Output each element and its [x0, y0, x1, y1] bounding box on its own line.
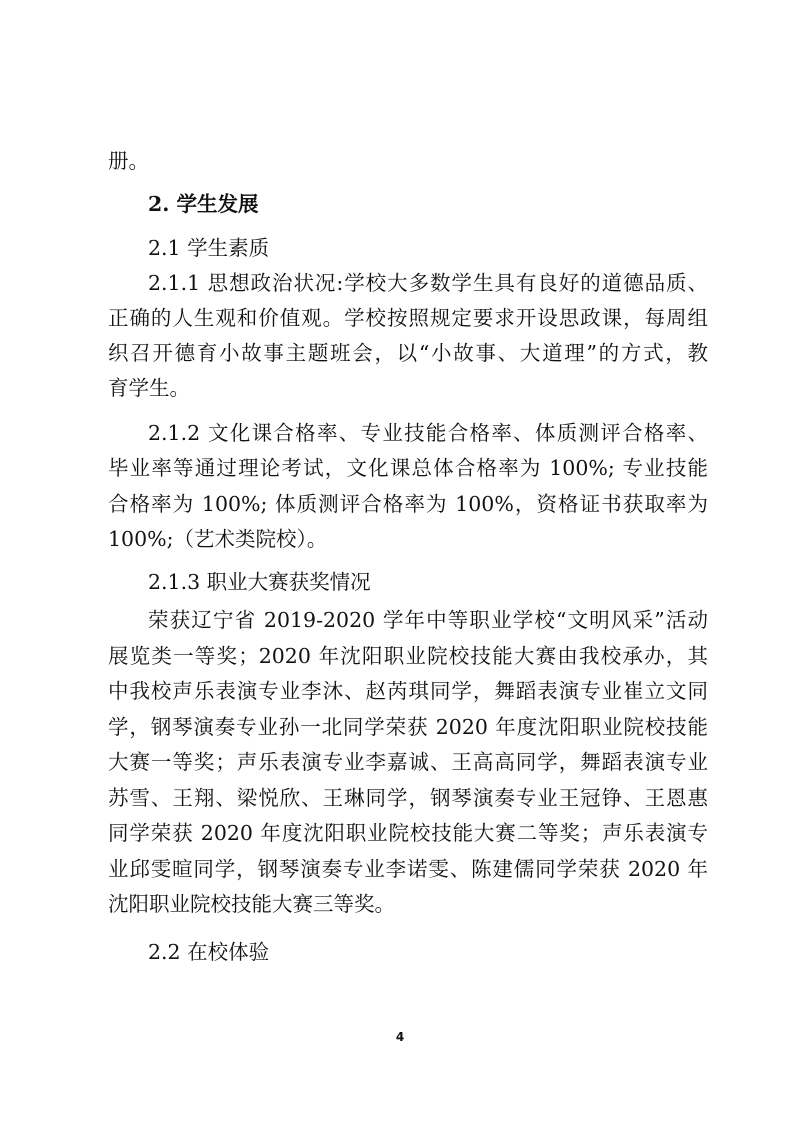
- paragraph-line: 学，钢琴演奏专业孙一北同学荣获 2020 年度沈阳职业院校技能: [108, 715, 708, 739]
- paragraph-line: 2.1.2 文化课合格率、专业技能合格率、体质测评合格率、: [148, 421, 708, 445]
- page-number: 4: [395, 1030, 405, 1044]
- paragraph-line: 业邱雯暄同学，钢琴演奏专业李诺雯、陈建儒同学荣获 2020 年: [108, 857, 708, 881]
- paragraph-continuation-line: 册。: [108, 149, 149, 173]
- paragraph-line: 沈阳职业院校技能大赛三等奖。: [108, 892, 395, 916]
- paragraph-line: 2.1.1 思想政治状况:学校大多数学生具有良好的道德品质、: [148, 271, 708, 295]
- paragraph-line: 育学生。: [108, 376, 190, 400]
- paragraph-line: 苏雪、王翔、梁悦欣、王琳同学，钢琴演奏专业王冠铮、王恩惠: [108, 786, 708, 810]
- paragraph-line: 大赛一等奖；声乐表演专业李嘉诚、王高高同学，舞蹈表演专业: [108, 750, 708, 774]
- paragraph-line: 同学荣获 2020 年度沈阳职业院校技能大赛二等奖；声乐表演专: [108, 821, 708, 845]
- paragraph-line: 100%;（艺术类院校）。: [108, 527, 328, 551]
- paragraph-line: 织召开德育小故事主题班会，以“小故事、大道理”的方式，教: [108, 341, 708, 365]
- paragraph-line: 荣获辽宁省 2019-2020 学年中等职业学校“文明风采”活动: [148, 608, 708, 632]
- section-heading: 2. 学生发展: [148, 192, 259, 216]
- subsection-heading: 2.2 在校体验: [148, 940, 270, 964]
- paragraph-line: 展览类一等奖；2020 年沈阳职业院校技能大赛由我校承办，其: [108, 644, 708, 668]
- subsection-heading: 2.1.3 职业大赛获奖情况: [148, 570, 371, 594]
- subsection-heading: 2.1 学生素质: [148, 236, 270, 260]
- paragraph-line: 毕业率等通过理论考试，文化课总体合格率为 100%; 专业技能: [108, 456, 708, 480]
- paragraph-line: 正确的人生观和价值观。学校按照规定要求开设思政课，每周组: [108, 306, 708, 330]
- paragraph-line: 合格率为 100%; 体质测评合格率为 100%，资格证书获取率为: [108, 492, 708, 516]
- paragraph-line: 中我校声乐表演专业李沐、赵芮琪同学，舞蹈表演专业崔立文同: [108, 679, 708, 703]
